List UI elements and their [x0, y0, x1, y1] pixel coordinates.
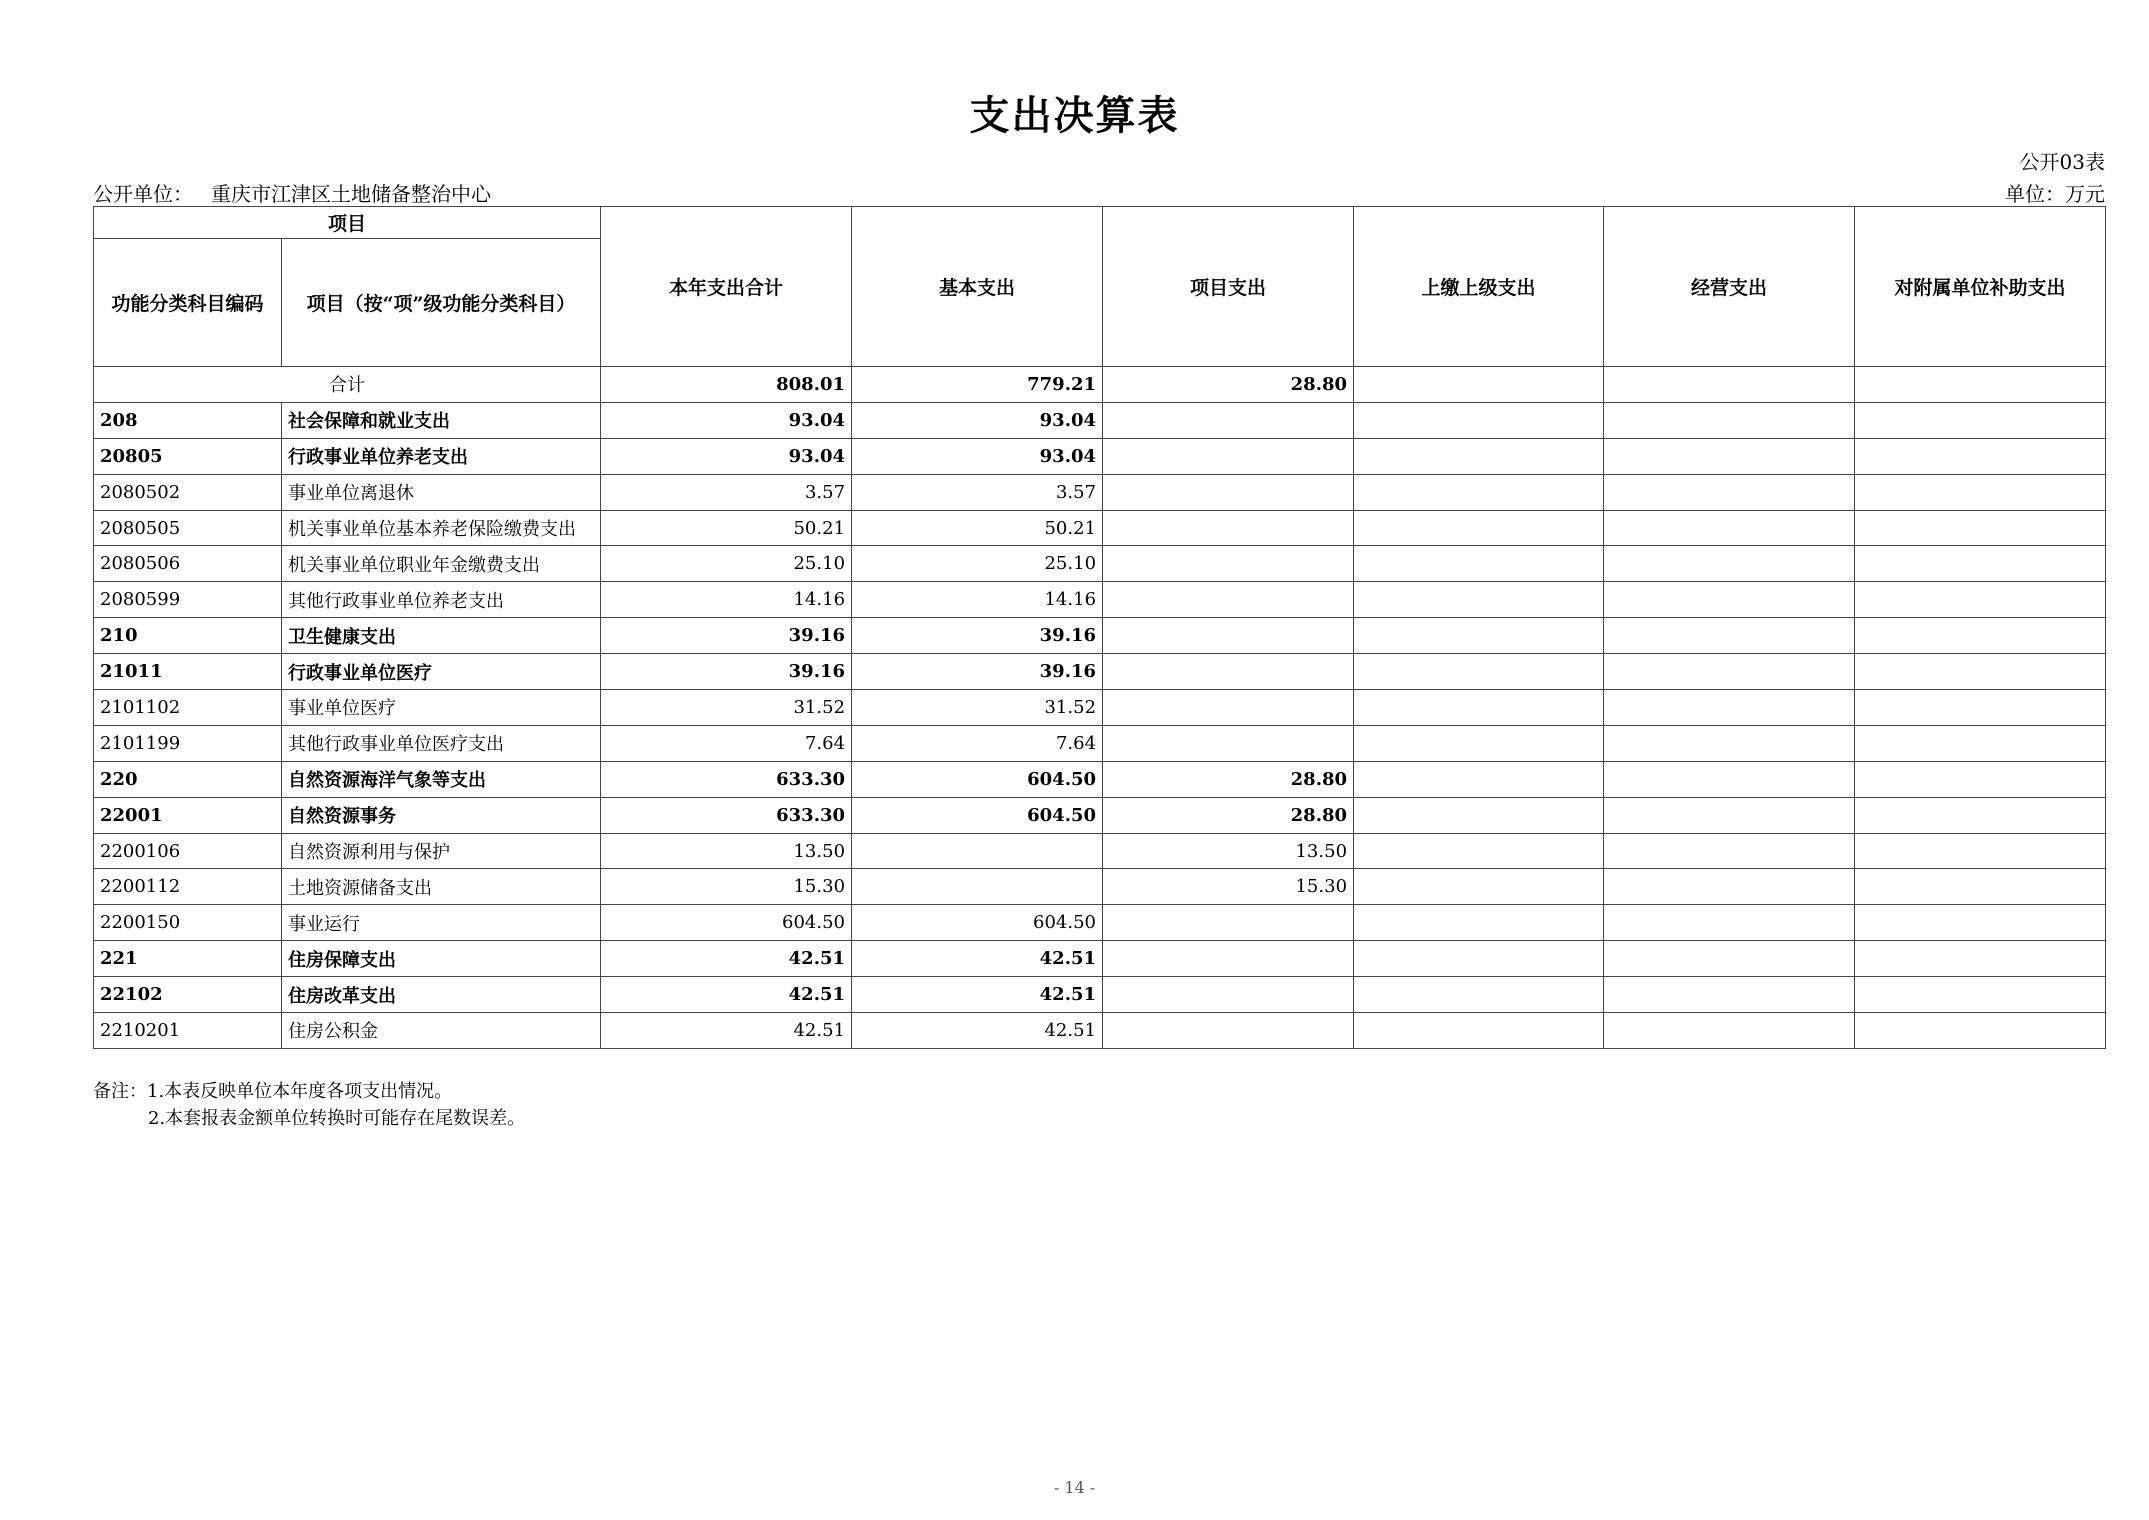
code-cell: 2101199 [94, 725, 282, 761]
code-cell: 2080506 [94, 546, 282, 582]
upper-cell [1354, 869, 1604, 905]
basic-cell: 7.64 [852, 725, 1103, 761]
table-row [94, 582, 2106, 618]
upper-cell [1354, 833, 1604, 869]
upper-cell [1354, 690, 1604, 726]
subsidy-cell [1855, 510, 2106, 546]
code-cell: 22001 [94, 797, 282, 833]
basic-cell: 3.57 [852, 474, 1103, 510]
table-row [94, 510, 2106, 546]
project-cell [1103, 725, 1354, 761]
subsidy-cell [1855, 546, 2106, 582]
name-cell: 事业单位离退休 [282, 474, 601, 510]
business-cell [1604, 833, 1855, 869]
notes [93, 1078, 525, 1132]
upper-cell [1354, 367, 1604, 403]
table-row [94, 833, 2106, 869]
name-cell: 土地资源储备支出 [282, 869, 601, 905]
total-cell: 42.51 [601, 977, 852, 1013]
note-line-2: 2.本套报表金额单位转换时可能存在尾数误差。 [148, 1108, 526, 1129]
project-cell: 28.80 [1103, 797, 1354, 833]
total-cell: 39.16 [601, 654, 852, 690]
code-cell: 2200150 [94, 905, 282, 941]
project-cell [1103, 654, 1354, 690]
table-row [94, 618, 2106, 654]
code-cell: 2210201 [94, 1013, 282, 1049]
table-row [94, 474, 2106, 510]
total-cell: 15.30 [601, 869, 852, 905]
code-cell: 20805 [94, 438, 282, 474]
name-cell: 其他行政事业单位养老支出 [282, 582, 601, 618]
subsidy-cell [1855, 761, 2106, 797]
table-row [94, 654, 2106, 690]
code-cell: 208 [94, 402, 282, 438]
basic-cell: 779.21 [852, 367, 1103, 403]
code-cell: 2080599 [94, 582, 282, 618]
upper-cell [1354, 941, 1604, 977]
name-cell: 机关事业单位职业年金缴费支出 [282, 546, 601, 582]
reporting-unit [93, 178, 491, 207]
name-cell: 社会保障和就业支出 [282, 402, 601, 438]
upper-cell [1354, 797, 1604, 833]
business-cell [1604, 1013, 1855, 1049]
code-cell: 221 [94, 941, 282, 977]
total-cell: 93.04 [601, 438, 852, 474]
subsidy-cell [1855, 725, 2106, 761]
business-cell [1604, 582, 1855, 618]
total-label: 合计 [94, 367, 601, 403]
name-cell: 住房公积金 [282, 1013, 601, 1049]
upper-cell [1354, 1013, 1604, 1049]
code-cell: 220 [94, 761, 282, 797]
project-cell: 28.80 [1103, 367, 1354, 403]
total-cell: 3.57 [601, 474, 852, 510]
basic-cell: 14.16 [852, 582, 1103, 618]
total-cell: 808.01 [601, 367, 852, 403]
expenditure-table [93, 206, 2106, 1049]
business-cell [1604, 905, 1855, 941]
subsidy-cell [1855, 690, 2106, 726]
total-cell: 7.64 [601, 725, 852, 761]
subsidy-cell [1855, 438, 2106, 474]
code-cell: 21011 [94, 654, 282, 690]
table-row [94, 1013, 2106, 1049]
total-cell: 633.30 [601, 761, 852, 797]
name-cell: 行政事业单位医疗 [282, 654, 601, 690]
basic-cell: 42.51 [852, 977, 1103, 1013]
form-code: 公开03表 [2019, 150, 2105, 174]
upper-cell [1354, 761, 1604, 797]
header-business: 经营支出 [1604, 207, 1855, 367]
project-cell [1103, 402, 1354, 438]
project-cell [1103, 546, 1354, 582]
total-cell: 14.16 [601, 582, 852, 618]
table-row [94, 402, 2106, 438]
name-cell: 其他行政事业单位医疗支出 [282, 725, 601, 761]
business-cell [1604, 367, 1855, 403]
total-cell: 39.16 [601, 618, 852, 654]
upper-cell [1354, 546, 1604, 582]
name-cell: 自然资源海洋气象等支出 [282, 761, 601, 797]
basic-cell: 39.16 [852, 654, 1103, 690]
total-cell: 633.30 [601, 797, 852, 833]
table-header [94, 207, 2106, 367]
name-cell: 自然资源利用与保护 [282, 833, 601, 869]
amount-unit: 单位：万元 [2005, 182, 2105, 206]
note-line-1: 备注：1.本表反映单位本年度各项支出情况。 [93, 1081, 453, 1102]
table-body [94, 367, 2106, 1049]
upper-cell [1354, 725, 1604, 761]
basic-cell: 93.04 [852, 438, 1103, 474]
subsidy-cell [1855, 941, 2106, 977]
project-cell [1103, 474, 1354, 510]
total-cell: 31.52 [601, 690, 852, 726]
page-title: 支出决算表 [969, 92, 1180, 139]
upper-cell [1354, 474, 1604, 510]
reporting-unit-label: 公开单位： [93, 182, 193, 206]
subsidy-cell [1855, 582, 2106, 618]
subsidy-cell [1855, 869, 2106, 905]
business-cell [1604, 869, 1855, 905]
basic-cell: 42.51 [852, 941, 1103, 977]
table-row [94, 941, 2106, 977]
table-row [94, 725, 2106, 761]
upper-cell [1354, 510, 1604, 546]
basic-cell: 93.04 [852, 402, 1103, 438]
table-row [94, 797, 2106, 833]
name-cell: 住房保障支出 [282, 941, 601, 977]
basic-cell: 50.21 [852, 510, 1103, 546]
code-cell: 2200106 [94, 833, 282, 869]
name-cell: 行政事业单位养老支出 [282, 438, 601, 474]
total-cell: 50.21 [601, 510, 852, 546]
business-cell [1604, 797, 1855, 833]
upper-cell [1354, 402, 1604, 438]
project-cell [1103, 510, 1354, 546]
subsidy-cell [1855, 797, 2106, 833]
basic-cell [852, 869, 1103, 905]
project-cell [1103, 582, 1354, 618]
code-cell: 22102 [94, 977, 282, 1013]
subsidy-cell [1855, 367, 2106, 403]
name-cell: 卫生健康支出 [282, 618, 601, 654]
total-cell: 93.04 [601, 402, 852, 438]
business-cell [1604, 977, 1855, 1013]
business-cell [1604, 438, 1855, 474]
business-cell [1604, 402, 1855, 438]
name-cell: 自然资源事务 [282, 797, 601, 833]
basic-cell [852, 833, 1103, 869]
project-cell [1103, 618, 1354, 654]
basic-cell: 39.16 [852, 618, 1103, 654]
page-number: - 14 - [1053, 1478, 1096, 1497]
header-subsidy: 对附属单位补助支出 [1855, 207, 2106, 367]
basic-cell: 604.50 [852, 797, 1103, 833]
business-cell [1604, 510, 1855, 546]
subsidy-cell [1855, 905, 2106, 941]
code-cell: 210 [94, 618, 282, 654]
project-cell: 15.30 [1103, 869, 1354, 905]
project-cell [1103, 977, 1354, 1013]
upper-cell [1354, 438, 1604, 474]
table-row [94, 438, 2106, 474]
name-cell: 事业运行 [282, 905, 601, 941]
subsidy-cell [1855, 654, 2106, 690]
table-row [94, 690, 2106, 726]
business-cell [1604, 654, 1855, 690]
upper-cell [1354, 977, 1604, 1013]
subsidy-cell [1855, 402, 2106, 438]
subsidy-cell [1855, 618, 2106, 654]
total-cell: 13.50 [601, 833, 852, 869]
header-code: 功能分类科目编码 [94, 239, 282, 367]
header-basic: 基本支出 [852, 207, 1103, 367]
table-row [94, 869, 2106, 905]
subsidy-cell [1855, 1013, 2106, 1049]
code-cell: 2101102 [94, 690, 282, 726]
table-row [94, 546, 2106, 582]
code-cell: 2080502 [94, 474, 282, 510]
project-cell: 28.80 [1103, 761, 1354, 797]
header-name: 项目（按“项”级功能分类科目） [282, 239, 601, 367]
subsidy-cell [1855, 474, 2106, 510]
business-cell [1604, 474, 1855, 510]
total-row [94, 367, 2106, 403]
business-cell [1604, 618, 1855, 654]
upper-cell [1354, 905, 1604, 941]
business-cell [1604, 761, 1855, 797]
basic-cell: 31.52 [852, 690, 1103, 726]
business-cell [1604, 546, 1855, 582]
table-row [94, 977, 2106, 1013]
business-cell [1604, 941, 1855, 977]
name-cell: 事业单位医疗 [282, 690, 601, 726]
table-row [94, 905, 2106, 941]
business-cell [1604, 690, 1855, 726]
subsidy-cell [1855, 977, 2106, 1013]
code-cell: 2200112 [94, 869, 282, 905]
basic-cell: 604.50 [852, 761, 1103, 797]
total-cell: 42.51 [601, 1013, 852, 1049]
project-cell [1103, 941, 1354, 977]
total-cell: 42.51 [601, 941, 852, 977]
project-cell [1103, 438, 1354, 474]
header-project: 项目 [94, 207, 601, 239]
table-row [94, 761, 2106, 797]
name-cell: 住房改革支出 [282, 977, 601, 1013]
basic-cell: 25.10 [852, 546, 1103, 582]
business-cell [1604, 725, 1855, 761]
header-total: 本年支出合计 [601, 207, 852, 367]
upper-cell [1354, 654, 1604, 690]
total-cell: 25.10 [601, 546, 852, 582]
code-cell: 2080505 [94, 510, 282, 546]
reporting-unit-name: 重庆市江津区土地储备整治中心 [211, 182, 491, 206]
header-upper: 上缴上级支出 [1354, 207, 1604, 367]
upper-cell [1354, 582, 1604, 618]
total-cell: 604.50 [601, 905, 852, 941]
name-cell: 机关事业单位基本养老保险缴费支出 [282, 510, 601, 546]
project-cell: 13.50 [1103, 833, 1354, 869]
upper-cell [1354, 618, 1604, 654]
basic-cell: 604.50 [852, 905, 1103, 941]
basic-cell: 42.51 [852, 1013, 1103, 1049]
project-cell [1103, 690, 1354, 726]
header-project-expenditure: 项目支出 [1103, 207, 1354, 367]
project-cell [1103, 905, 1354, 941]
project-cell [1103, 1013, 1354, 1049]
subsidy-cell [1855, 833, 2106, 869]
